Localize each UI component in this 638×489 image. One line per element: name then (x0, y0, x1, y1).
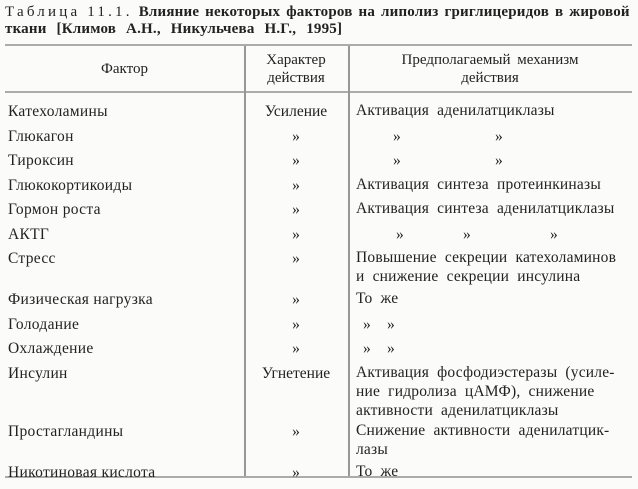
factor-cell: Глюкокортикоиды (8, 176, 133, 194)
table-row (5, 421, 632, 462)
table-row (5, 126, 632, 151)
factor-cell: Охлаждение (8, 340, 94, 357)
factor-cell: Никотиновая кислота (8, 463, 156, 481)
mechanism-line: То же (356, 462, 399, 480)
mechanism-cell (348, 175, 632, 200)
table-header-row (5, 46, 632, 93)
header-factor (5, 46, 244, 91)
action-cell: » (292, 152, 300, 169)
header-mechanism-line2: действия (461, 69, 519, 86)
action-cell: » (292, 463, 300, 481)
mechanism-cell (348, 338, 632, 363)
document (5, 4, 633, 481)
table-row (5, 150, 632, 175)
ditto-mark: » (363, 340, 371, 357)
table-row (5, 199, 632, 224)
table-row (5, 289, 632, 314)
header-action-line2: действия (267, 69, 325, 86)
mechanism-line: Повышение секреции катехоламинов (356, 249, 617, 266)
header-mechanism-line1: Предполагаемый механизм (401, 51, 579, 68)
action-cell: » (292, 176, 300, 194)
mechanism-cell (348, 462, 632, 487)
action-cell: » (292, 225, 300, 243)
action-cell: » (292, 340, 300, 357)
mechanism-cell (348, 224, 632, 249)
action-cell: Усиление (264, 103, 328, 120)
factor-cell: Инсулин (8, 364, 68, 382)
table-body (5, 93, 632, 486)
mechanism-line: активности аденилатциклазы (356, 401, 559, 419)
table-row (5, 338, 632, 363)
mechanism-line: Активация фосфодиэстеразы (усиле- (356, 363, 615, 381)
header-action-line1: Характер (266, 51, 326, 68)
factor-cell: Глюкагон (8, 127, 74, 145)
mechanism-cell (348, 289, 632, 314)
table-row (5, 248, 632, 289)
mechanism-line: Активация синтеза аденилатциклазы (356, 200, 615, 217)
factor-cell: АКТГ (8, 225, 50, 243)
mechanism-cell (348, 421, 632, 462)
factor-cell: Физическая нагрузка (8, 291, 153, 308)
table-number: Таблица 11.1. (5, 4, 133, 20)
factor-cell: Тироксин (8, 152, 74, 169)
mechanism-line: и снижение секреции инсулина (356, 268, 581, 285)
table-title-line2: ткани [Климов А.Н., Никульчева Н.Г., 1995] (5, 21, 343, 37)
action-cell: » (292, 315, 300, 333)
ditto-mark: » (396, 225, 404, 243)
mechanism-line: Активация синтеза протеинкиназы (356, 175, 601, 193)
header-action (244, 46, 348, 91)
mechanism-cell (348, 126, 632, 151)
mechanism-cell (348, 314, 632, 339)
action-cell: » (292, 201, 300, 218)
ditto-mark: » (463, 225, 471, 243)
action-cell: » (292, 291, 300, 308)
table-row (5, 314, 632, 339)
factors-table (5, 44, 632, 481)
ditto-mark: » (387, 340, 395, 357)
column-divider-1 (244, 46, 246, 476)
factor-cell: Голодание (8, 315, 80, 333)
ditto-mark: » (495, 152, 503, 169)
mechanism-line: Снижение активности аденилатцик- (356, 421, 610, 439)
mechanism-cell (348, 101, 632, 126)
mechanism-cell (348, 363, 632, 421)
ditto-mark: » (495, 127, 503, 145)
ditto-mark: » (393, 152, 401, 169)
mechanism-cell (348, 199, 632, 224)
header-factor-label: Фактор (101, 60, 148, 77)
action-cell: » (292, 250, 300, 267)
mechanism-cell (348, 150, 632, 175)
factor-cell: Катехоламины (8, 103, 108, 120)
mechanism-line: ние гидролиза цАМФ), снижение (356, 382, 595, 400)
table-row (5, 363, 632, 421)
action-cell: » (292, 127, 300, 145)
factor-cell: Гормон роста (8, 201, 101, 218)
table-caption-line1 (5, 4, 633, 21)
mechanism-line: Активация аденилатциклазы (356, 102, 555, 119)
action-cell: » (292, 422, 300, 440)
factor-cell: Простагландины (8, 422, 124, 440)
table-row (5, 224, 632, 249)
factor-cell: Стресс (8, 250, 56, 267)
header-mechanism (348, 46, 632, 91)
ditto-mark: » (363, 315, 371, 333)
mechanism-line: лазы (356, 440, 388, 458)
table-row (5, 462, 632, 487)
mechanism-cell (348, 248, 632, 289)
ditto-mark: » (550, 225, 558, 243)
mechanism-line: То же (356, 290, 399, 307)
table-title-line1: Влияние некоторых факторов на липолиз григлицеридов в жировой (138, 4, 630, 20)
table-caption (5, 4, 633, 38)
ditto-mark: » (393, 127, 401, 145)
table-row (5, 101, 632, 126)
ditto-mark: » (387, 315, 395, 333)
table-row (5, 175, 632, 200)
action-cell: Угнетение (261, 364, 331, 382)
